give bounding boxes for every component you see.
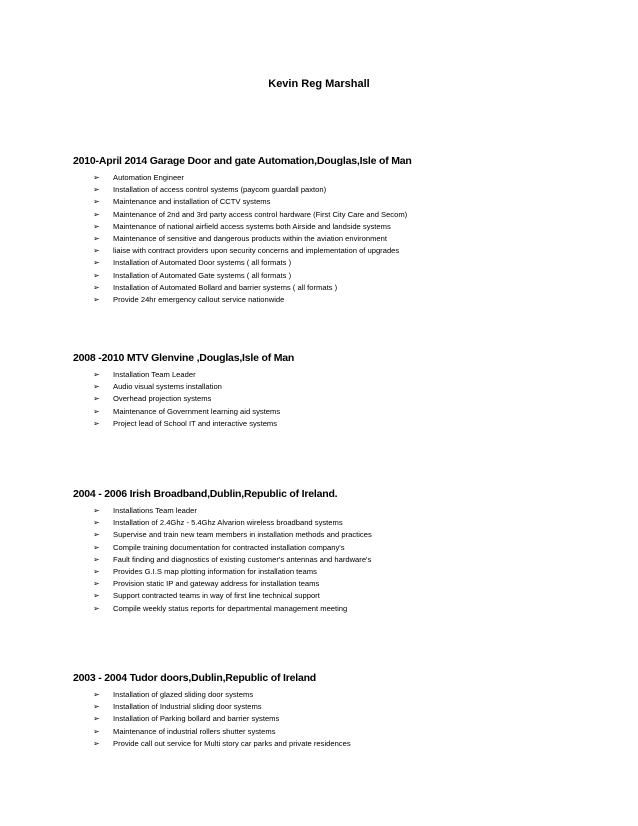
list-item: [93, 245, 593, 257]
list-item: [93, 590, 593, 602]
list-item-text: Installation of Automated Bollard and barrier systems ( all formats ): [113, 282, 338, 292]
list-item: [93, 221, 593, 233]
section-heading: 2003 - 2004 Tudor doors,Dublin,Republic of Ireland: [73, 672, 317, 684]
list-item-text: Project lead of School IT and interactive systems: [113, 418, 278, 428]
arrow-bullet-icon: ➢: [93, 418, 100, 428]
list-item-text: Maintenance of sensitive and dangerous products within the aviation environment: [113, 234, 387, 244]
list-item-text: Maintenance of Government learning aid systems: [113, 406, 281, 416]
list-item: [93, 172, 593, 184]
experience-section: [73, 672, 593, 750]
list-item: [93, 381, 593, 393]
bullet-list: [73, 689, 593, 750]
list-item-text: Compile training documentation for contracted installation company's: [113, 542, 345, 552]
arrow-bullet-icon: ➢: [93, 518, 100, 528]
section-heading: 2008 -2010 MTV Glenvine ,Douglas,Isle of Man: [73, 352, 295, 364]
list-item-text: Audio visual systems installation: [113, 382, 222, 392]
list-item-text: Installation of Automated Door systems ( all formats ): [113, 258, 292, 268]
arrow-bullet-icon: ➢: [93, 591, 100, 601]
experience-section: [73, 155, 593, 306]
arrow-bullet-icon: ➢: [93, 567, 100, 577]
section-heading: 2010-April 2014 Garage Door and gate Automation,Douglas,Isle of Man: [73, 155, 412, 167]
section-heading: 2004 - 2006 Irish Broadband,Dublin,Republic of Ireland.: [73, 488, 338, 500]
list-item-text: Maintenance of 2nd and 3rd party access control hardware (First City Care and Secom): [113, 209, 408, 219]
list-item-text: Installations Team leader: [113, 506, 197, 515]
list-item: [93, 603, 593, 615]
bullet-list: [73, 172, 593, 306]
list-item: [93, 257, 593, 269]
list-item: [93, 282, 593, 294]
arrow-bullet-icon: ➢: [93, 246, 100, 256]
list-item: [93, 184, 593, 196]
list-item-text: Maintenance and installation of CCTV systems: [113, 197, 271, 207]
list-item-text: Provision static IP and gateway address for installation teams: [113, 579, 320, 589]
arrow-bullet-icon: ➢: [93, 270, 100, 280]
list-item-text: Automation Engineer: [113, 173, 184, 182]
arrow-bullet-icon: ➢: [93, 603, 100, 613]
list-item: [93, 418, 593, 430]
list-item-text: Fault finding and diagnostics of existing customer's antennas and hardware's: [113, 554, 372, 564]
list-item: [93, 369, 593, 381]
list-item: [93, 578, 593, 590]
list-item-text: Maintenance of industrial rollers shutter systems: [113, 726, 276, 736]
arrow-bullet-icon: ➢: [93, 738, 100, 748]
arrow-bullet-icon: ➢: [93, 234, 100, 244]
arrow-bullet-icon: ➢: [93, 530, 100, 540]
bullet-list: [73, 505, 593, 615]
list-item: [93, 196, 593, 208]
arrow-bullet-icon: ➢: [93, 282, 100, 292]
list-item: [93, 689, 593, 701]
arrow-bullet-icon: ➢: [93, 702, 100, 712]
arrow-bullet-icon: ➢: [93, 726, 100, 736]
list-item: [93, 554, 593, 566]
list-item-text: Provide 24hr emergency callout service nationwide: [113, 295, 285, 305]
arrow-bullet-icon: ➢: [93, 714, 100, 724]
list-item: [93, 209, 593, 221]
list-item: [93, 566, 593, 578]
list-item: [93, 517, 593, 529]
list-item-text: liaise with contract providers upon security concerns and implementation of upgrades: [113, 246, 400, 256]
arrow-bullet-icon: ➢: [93, 209, 100, 219]
list-item-text: Installation of glazed sliding door systems: [113, 690, 254, 699]
list-item: [93, 270, 593, 282]
list-item: [93, 726, 593, 738]
arrow-bullet-icon: ➢: [93, 258, 100, 268]
arrow-bullet-icon: ➢: [93, 542, 100, 552]
list-item: [93, 713, 593, 725]
list-item: [93, 505, 593, 517]
list-item: [93, 406, 593, 418]
list-item-text: Installation of 2.4Ghz - 5.4Ghz Alvarion wireless broadband systems: [113, 518, 343, 528]
list-item-text: Installation of Parking bollard and barrier systems: [113, 714, 280, 724]
arrow-bullet-icon: ➢: [93, 221, 100, 231]
experience-section: [73, 352, 593, 430]
arrow-bullet-icon: ➢: [93, 173, 100, 182]
arrow-bullet-icon: ➢: [93, 370, 100, 379]
arrow-bullet-icon: ➢: [93, 690, 100, 699]
list-item-text: Provides G.I.S map plotting information for installation teams: [113, 567, 317, 577]
arrow-bullet-icon: ➢: [93, 579, 100, 589]
list-item: [93, 542, 593, 554]
arrow-bullet-icon: ➢: [93, 185, 100, 195]
list-item-text: Installation of access control systems (paycom guardall paxton): [113, 185, 327, 195]
list-item: [93, 233, 593, 245]
list-item-text: Maintenance of national airfield access systems both Airside and landside systems: [113, 221, 391, 231]
arrow-bullet-icon: ➢: [93, 406, 100, 416]
arrow-bullet-icon: ➢: [93, 394, 100, 404]
arrow-bullet-icon: ➢: [93, 506, 100, 515]
list-item: [93, 701, 593, 713]
list-item-text: Installation of Automated Gate systems ( all formats ): [113, 270, 292, 280]
experience-section: [73, 488, 593, 615]
list-item-text: Support contracted teams in way of first line technical support: [113, 591, 320, 601]
list-item: [93, 529, 593, 541]
list-item-text: Provide call out service for Multi story car parks and private residences: [113, 738, 351, 748]
list-item: [93, 738, 593, 750]
list-item: [93, 393, 593, 405]
list-item-text: Installation of Industrial sliding door systems: [113, 702, 262, 712]
list-item-text: Supervise and train new team members in installation methods and practices: [113, 530, 372, 540]
list-item-text: Installation Team Leader: [113, 370, 196, 379]
arrow-bullet-icon: ➢: [93, 295, 100, 305]
arrow-bullet-icon: ➢: [93, 382, 100, 392]
list-item-text: Compile weekly status reports for departmental management meeting: [113, 603, 348, 613]
arrow-bullet-icon: ➢: [93, 554, 100, 564]
bullet-list: [73, 369, 593, 430]
arrow-bullet-icon: ➢: [93, 197, 100, 207]
list-item: [93, 294, 593, 306]
list-item-text: Overhead projection systems: [113, 394, 212, 404]
page-title: Kevin Reg Marshall: [268, 78, 370, 90]
